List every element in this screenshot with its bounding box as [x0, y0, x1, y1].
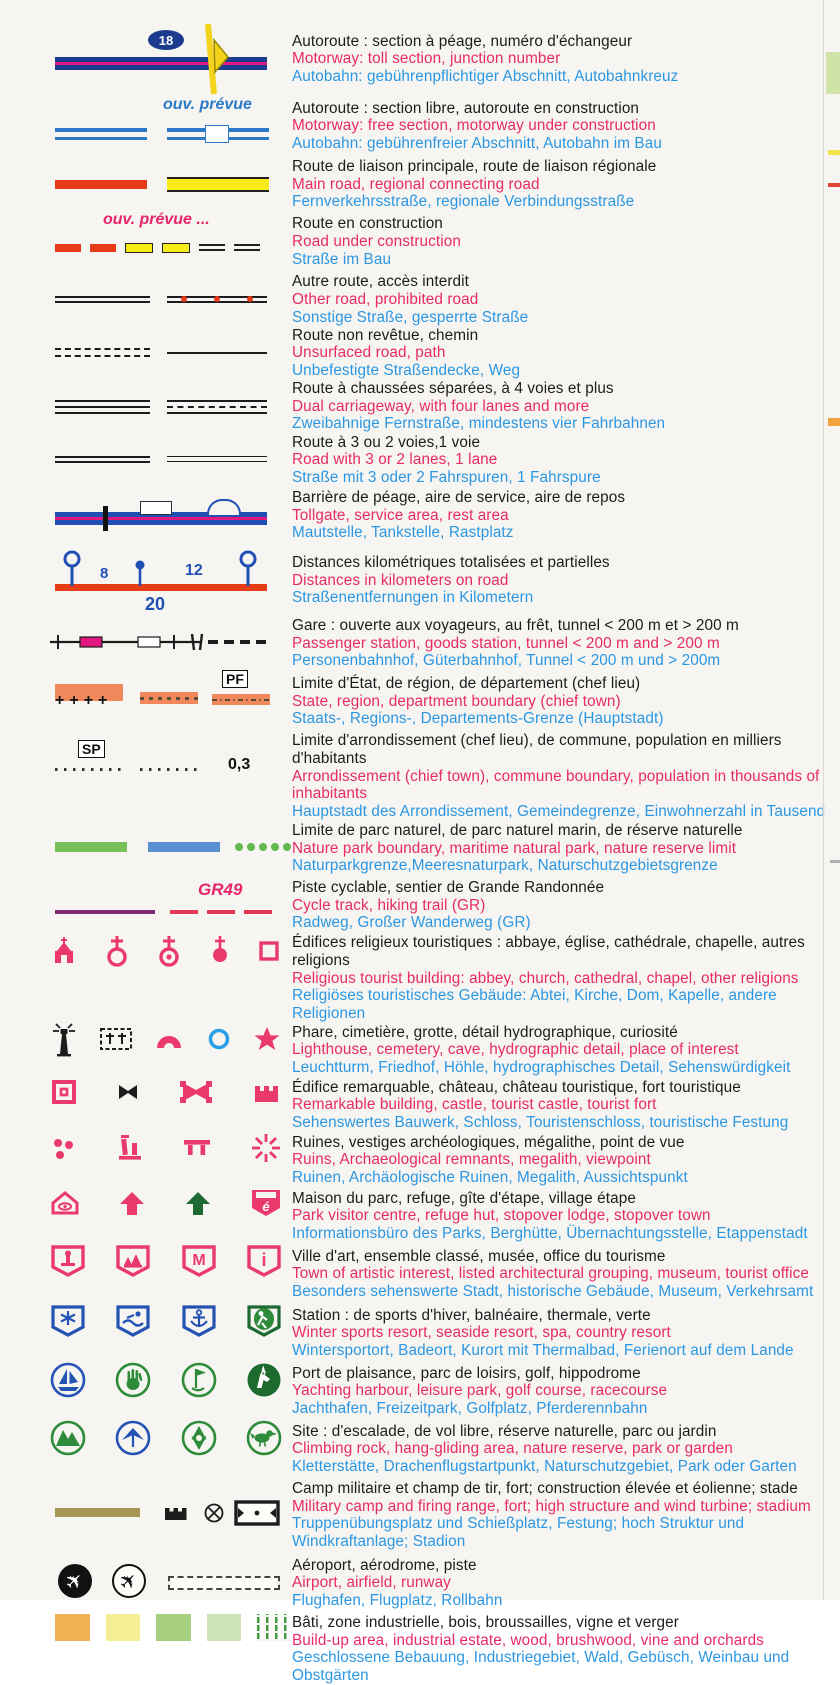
junction-arrow-icon — [192, 24, 232, 94]
label-fr: Aéroport, aérodrome, piste — [292, 1556, 477, 1574]
hang-gliding-icon — [115, 1420, 151, 1456]
main-road-symbol — [0, 158, 292, 211]
label-fr: Édifices religieux touristiques : abbaye, église, cathédrale, chapelle, autres religions — [292, 934, 805, 969]
commune-boundary-line — [140, 768, 198, 771]
cemetery-icon — [99, 1025, 133, 1053]
path-line — [167, 352, 267, 354]
label-de: Autobahn: gebührenfreier Abschnitt, Autobahn im Bau — [292, 134, 662, 152]
tollgate-bar-icon — [103, 506, 108, 531]
legend-row-lanes — [0, 434, 840, 487]
map-edge-green-patch — [826, 52, 840, 94]
legend-text — [292, 273, 840, 326]
label-de: Besonders sehenswerte Stadt, historische Gebäude, Museum, Verkehrsamt — [292, 1283, 814, 1301]
state-boundary-crosses: ++++ — [55, 692, 113, 710]
label-de: Wintersportort, Badeort, Kurort mit Thermalbad, Ferienort auf dem Lande — [292, 1342, 794, 1360]
legend-row-other-road — [0, 273, 840, 327]
tollgate-symbol — [0, 486, 292, 544]
label-en: Unsurfaced road, path — [292, 344, 446, 362]
label-fr: Limite de parc naturel, de parc naturel marin, de réserve naturelle — [292, 821, 743, 839]
label-en: Other road, prohibited road — [292, 290, 479, 308]
legend-row-tollgate — [0, 486, 840, 544]
legend-row-motorway-toll — [0, 24, 840, 94]
legend-text — [292, 100, 840, 153]
region-boundary-band — [140, 692, 198, 704]
other-road-line — [55, 296, 150, 303]
label-de: Unbefestigte Straßendecke, Weg — [292, 361, 521, 379]
label-en: Airport, airfield, runway — [292, 1574, 451, 1592]
label-de: Mautstelle, Tankstelle, Rastplatz — [292, 524, 514, 542]
legend-text — [292, 732, 840, 820]
stopover-lodge-icon — [184, 1190, 212, 1216]
label-en: Military camp and firing range, fort; high structure and wind turbine; stadium — [292, 1497, 811, 1515]
motorway-free-line — [55, 128, 147, 140]
distance-dot-marker-icon — [133, 560, 147, 586]
label-en: Main road, regional connecting road — [292, 175, 540, 193]
label-de: Straße mit 3 oder 2 Fahrspuren, 1 Fahrspure — [292, 468, 601, 486]
label-fr: Site : d'escalade, de vol libre, réserve naturelle, parc ou jardin — [292, 1422, 717, 1440]
label-de: Personenbahnhof, Güterbahnhof, Tunnel < 200 m und > 200m — [292, 652, 721, 670]
label-fr: Piste cyclable, sentier de Grande Randonnée — [292, 878, 605, 896]
legend-text — [292, 822, 840, 875]
racecourse-icon — [246, 1362, 282, 1398]
label-de: Ruinen, Archäologische Ruinen, Megalith, Aussichtspunkt — [292, 1169, 688, 1187]
map-edge-yellow-line — [828, 150, 840, 155]
label-en: Park visitor centre, refuge hut, stopover lodge, stopover town — [292, 1207, 711, 1225]
legend-row-cycle-gr — [0, 876, 840, 934]
country-resort-shield-icon — [246, 1304, 282, 1338]
legend-text — [292, 1248, 840, 1301]
plane-glyph: ✈ — [60, 1566, 90, 1596]
department-boundary-band — [212, 694, 270, 705]
label-de: Sonstige Straße, gesperrte Straße — [292, 308, 529, 326]
legend-row-refuges — [0, 1188, 840, 1244]
airport-icon — [58, 1564, 92, 1598]
legend-row-landuse — [0, 1614, 840, 1684]
museum-shield-icon — [181, 1244, 217, 1278]
road-construction-symbol — [0, 211, 292, 273]
legend-row-state-boundary — [0, 670, 840, 732]
ruins-row-symbols — [0, 1132, 292, 1188]
label-fr: Barrière de péage, aire de service, aire de repos — [292, 488, 626, 506]
stopover-town-icon — [250, 1188, 282, 1218]
partial-distance-label: 12 — [185, 562, 203, 580]
label-de: Autobahn: gebührenpflichtiger Abschnitt, Autobahnkreuz — [292, 67, 679, 85]
open-planned-dots-label: ouv. prévue ... — [103, 210, 210, 228]
label-de: Straßenentfernungen in Kilometern — [292, 589, 534, 607]
sub-prefecture-box: SP — [78, 740, 105, 758]
label-de: Religiöses touristisches Gebäude: Abtei, Kirche, Dom, Kapelle, andere Religionen — [292, 987, 777, 1022]
legend-row-commune-boundary — [0, 732, 840, 820]
legend-row-railway — [0, 616, 840, 670]
label-en: Remarkable building, castle, tourist castle, tourist fort — [292, 1096, 657, 1114]
label-de: Jachthafen, Freizeitpark, Golfplatz, Pferderennbahn — [292, 1400, 648, 1418]
other-road-symbol — [0, 273, 292, 327]
rest-area-icon — [207, 499, 241, 515]
label-de: Staats-, Regions-, Departements-Grenze (Hauptstadt) — [292, 710, 664, 728]
distance-marker-icon — [238, 550, 258, 586]
refuge-hut-icon — [118, 1190, 146, 1216]
tourist-castle-icon — [179, 1079, 213, 1105]
leisure-park-icon — [115, 1362, 151, 1398]
airfield-icon — [112, 1564, 146, 1598]
label-fr: Limite d'arrondissement (chef lieu), de commune, population en milliers d'habitants — [292, 732, 782, 767]
legend-text — [292, 327, 840, 380]
legend-text — [292, 158, 840, 211]
label-de: Fernverkehrsstraße, regionale Verbindungsstraße — [292, 193, 635, 211]
park-garden-bird-icon — [246, 1420, 282, 1456]
listed-grouping-shield-icon — [115, 1244, 151, 1278]
label-fr: Autoroute : section à péage, numéro d'échangeur — [292, 32, 633, 50]
seaside-resort-shield-icon — [115, 1304, 151, 1338]
label-fr: Édifice remarquable, château, château touristique, fort touristique — [292, 1078, 741, 1096]
commune-boundary-symbol — [0, 732, 292, 820]
label-de: Leuchtturm, Friedhof, Höhle, hydrographisches Detail, Sehenswürdigkeit — [292, 1059, 791, 1077]
legend-row-lighthouse — [0, 1022, 840, 1078]
arrondissement-boundary-line — [55, 768, 123, 771]
legend-row-religious — [0, 934, 840, 1022]
legend-text — [292, 617, 840, 670]
legend-row-ruins — [0, 1132, 840, 1188]
museum-letter: M — [191, 1252, 206, 1270]
label-en: Cycle track, hiking trail (GR) — [292, 896, 486, 914]
label-fr: Route à 3 ou 2 voies,1 voie — [292, 433, 481, 451]
label-en: Build-up area, industrial estate, wood, brushwood, vine and orchards — [292, 1631, 764, 1649]
military-row-symbols — [0, 1478, 292, 1552]
label-de: Zweibahnige Fernstraße, mindestens vier Fahrbahnen — [292, 415, 666, 433]
viewpoint-icon — [250, 1132, 282, 1164]
label-de: Informationsbüro des Parks, Berghütte, Übernachtungsstelle, Etappenstadt — [292, 1225, 808, 1243]
dual-carriageway-line — [55, 400, 150, 414]
cathedral-icon — [155, 934, 183, 968]
place-of-interest-star-icon — [252, 1025, 282, 1053]
dual-carriageway-symbol — [0, 380, 292, 434]
park-visitor-centre-icon — [50, 1190, 80, 1216]
legend-text — [292, 879, 840, 932]
four-lane-line — [167, 400, 267, 414]
state-boundary-symbol — [0, 670, 292, 732]
ruins-icon — [50, 1134, 78, 1162]
label-en: Climbing rock, hang-gliding area, nature reserve, park or garden — [292, 1440, 733, 1458]
cycle-track-line — [55, 910, 155, 914]
legend-row-main-road — [0, 158, 840, 211]
two-three-lane-line — [55, 456, 150, 463]
railway-symbol — [0, 616, 292, 670]
religious-symbols — [0, 934, 292, 1022]
label-de: Straße im Bau — [292, 250, 392, 268]
legend-row-resort-shields — [0, 1304, 840, 1362]
legend-text — [292, 1423, 840, 1476]
legend-row-airport — [0, 1552, 840, 1614]
built-up-area-swatch — [55, 1614, 90, 1641]
nature-reserve-icon — [181, 1420, 217, 1456]
legend-text — [292, 1480, 840, 1550]
label-en: Town of artistic interest, listed architectural grouping, museum, tourist office — [292, 1265, 809, 1283]
label-fr: Route de liaison principale, route de liaison régionale — [292, 158, 657, 175]
archaeological-remnants-icon — [116, 1134, 144, 1162]
label-fr: Station : de sports d'hiver, balnéaire, thermale, verte — [292, 1306, 651, 1324]
nature-park-symbol — [0, 820, 292, 876]
climbing-rock-icon — [50, 1420, 86, 1456]
lighthouse-row-symbols — [0, 1022, 292, 1078]
nature-park-band — [55, 842, 127, 852]
other-religion-icon — [256, 938, 282, 964]
service-area-icon — [140, 501, 172, 515]
leisure-circle-symbols — [0, 1362, 292, 1420]
legend-text — [292, 33, 840, 86]
legend-row-dual-carriageway — [0, 380, 840, 434]
landuse-symbols — [0, 1614, 292, 1684]
motorway-band — [55, 57, 267, 70]
legend-row-town-shields — [0, 1244, 840, 1304]
tourist-office-shield-icon — [246, 1244, 282, 1278]
legend-row-nature-park — [0, 820, 840, 876]
main-road-line — [55, 180, 147, 189]
runway-icon — [168, 1576, 280, 1590]
label-en: Tollgate, service area, rest area — [292, 506, 509, 524]
label-en: Passenger station, goods station, tunnel < 200 m and > 200 m — [292, 634, 720, 652]
label-fr: Limite d'État, de région, de département (chef lieu) — [292, 674, 641, 692]
legend-row-unsurfaced — [0, 327, 840, 380]
map-edge-grey-line — [830, 860, 840, 863]
legend-text — [292, 434, 840, 487]
map-edge-orange-line — [828, 418, 840, 426]
lighthouse-icon — [50, 1022, 78, 1056]
lane-road-symbol — [0, 434, 292, 487]
legend-text — [292, 1134, 840, 1187]
remarkable-building-icon — [50, 1078, 78, 1106]
label-en: Road with 3 or 2 lanes, 1 lane — [292, 451, 498, 469]
tourist-fort-icon — [252, 1080, 282, 1104]
chapel-icon — [208, 934, 232, 968]
label-fr: Gare : ouverte aux voyageurs, au frêt, tunnel < 200 m et > 200 m — [292, 616, 739, 634]
legend-text — [292, 554, 840, 607]
winter-sports-shield-icon — [50, 1304, 86, 1338]
wind-turbine-icon — [203, 1502, 225, 1524]
distances-symbol — [0, 544, 292, 616]
construction-gap — [205, 125, 229, 143]
gr-trail-label: GR49 — [198, 880, 243, 900]
distance-marker-icon — [62, 550, 82, 586]
legend-text — [292, 1190, 840, 1243]
town-shield-symbols — [0, 1244, 292, 1304]
plane-glyph: ✈ — [114, 1566, 144, 1596]
label-en: Nature park boundary, maritime natural park, nature reserve limit — [292, 839, 737, 857]
population-label: 0,3 — [228, 756, 251, 774]
label-fr: Ville d'art, ensemble classé, musée, office du tourisme — [292, 1247, 666, 1265]
legend-row-military — [0, 1478, 840, 1552]
customs-pf-box: PF — [222, 670, 248, 688]
abbey-icon — [50, 936, 78, 966]
legend-text — [292, 489, 840, 542]
label-en: Yachting harbour, leisure park, golf course, racecourse — [292, 1382, 668, 1400]
label-de: Kletterstätte, Drachenflugstartpunkt, Naturschutzgebiet, Park oder Garten — [292, 1458, 797, 1476]
legend-text — [292, 1614, 840, 1684]
label-fr: Camp militaire et champ de tir, fort; construction élevée et éolienne; stade — [292, 1480, 798, 1498]
label-en: Distances in kilometers on road — [292, 571, 509, 589]
castle-icon — [117, 1083, 139, 1101]
label-de: Geschlossene Bebauung, Industriegebiet, Wald, Gebüsch, Weinbau und Obstgärten — [292, 1649, 790, 1685]
label-fr: Bâti, zone industrielle, bois, broussailles, vigne et verger — [292, 1614, 679, 1632]
unsurfaced-road-symbol — [0, 327, 292, 380]
site-circle-symbols — [0, 1420, 292, 1478]
label-fr: Maison du parc, refuge, gîte d'étape, village étape — [292, 1189, 636, 1207]
legend-text — [292, 934, 840, 1022]
label-en: Motorway: toll section, junction number — [292, 50, 561, 68]
legend-text — [292, 1024, 840, 1077]
prohibited-road-line — [167, 296, 267, 303]
partial-distance-label: 8 — [100, 565, 109, 583]
total-distance-label: 20 — [145, 594, 166, 615]
map-edge-red-line — [828, 183, 840, 187]
motorway-toll-symbol — [0, 24, 292, 94]
resort-shield-symbols — [0, 1304, 292, 1362]
label-en: Winter sports resort, seaside resort, spa, country resort — [292, 1324, 671, 1342]
legend-row-leisure-circles — [0, 1362, 840, 1420]
refuge-row-symbols — [0, 1188, 292, 1244]
military-camp-band — [55, 1508, 140, 1517]
label-en: Religious tourist building: abbey, church, cathedral, chapel, other religions — [292, 969, 799, 987]
label-en: Road under construction — [292, 232, 461, 250]
stadium-icon — [234, 1500, 280, 1526]
adjacent-map-sliver — [823, 0, 840, 1600]
junction-number-badge — [148, 30, 184, 50]
label-fr: Route en construction — [292, 215, 443, 233]
one-lane-line — [167, 456, 267, 462]
legend-row-road-construction — [0, 211, 840, 273]
legend-text — [292, 1307, 840, 1360]
marine-park-band — [148, 842, 220, 852]
label-fr: Route à chaussées séparées, à 4 voies et plus — [292, 380, 614, 398]
label-de: Sehenswertes Bauwerk, Schloss, Touristenschloss, touristische Festung — [292, 1114, 789, 1132]
nature-reserve-dots — [235, 843, 291, 851]
label-en: Arrondissement (chief town), commune boundary, population in thousands of inhabitants — [292, 767, 820, 803]
gr-trail-dashes — [170, 910, 272, 914]
distance-road-line — [55, 584, 267, 591]
label-en: State, region, department boundary (chief town) — [292, 692, 621, 710]
hydrographic-detail-icon — [206, 1026, 232, 1052]
legend-row-distances — [0, 544, 840, 616]
label-de: Naturparkgrenze,Meeresnaturpark, Naturschutzgebietsgrenze — [292, 857, 718, 875]
junction-number-label: 18 — [158, 32, 174, 48]
vine-orchard-swatch — [257, 1614, 292, 1641]
label-de: Flughafen, Flugplatz, Rollbahn — [292, 1592, 503, 1610]
label-de: Hauptstadt des Arrondissement, Gemeindegrenze, Einwohnerzahl in Tausend — [292, 802, 826, 820]
legend-text — [292, 1557, 840, 1610]
etape-letter: é — [262, 1199, 270, 1215]
church-icon — [103, 934, 131, 968]
motorway-free-symbol — [0, 94, 292, 158]
railway-line-icon — [50, 630, 270, 654]
label-fr: Distances kilométriques totalisées et partielles — [292, 553, 610, 571]
legend-row-site-circles — [0, 1420, 840, 1478]
golf-course-icon — [181, 1362, 217, 1398]
label-fr: Port de plaisance, parc de loisirs, golf, hippodrome — [292, 1364, 641, 1382]
open-planned-label: ouv. prévue — [163, 96, 252, 113]
legend-text — [292, 380, 840, 433]
legend-text — [292, 1079, 840, 1132]
legend-text — [292, 675, 840, 728]
wood-swatch — [156, 1614, 191, 1641]
spa-shield-icon — [181, 1304, 217, 1338]
label-de: Truppenübungsplatz und Schießplatz, Festung; hoch Struktur und Windkraftanlage; Stadion — [292, 1515, 745, 1550]
fort-icon — [163, 1502, 189, 1522]
unsurfaced-line — [55, 348, 150, 357]
legend-row-castles — [0, 1078, 840, 1132]
label-en: Dual carriageway, with four lanes and more — [292, 397, 590, 415]
airport-row-symbols — [0, 1552, 292, 1614]
label-en: Ruins, Archaeological remnants, megalith, viewpoint — [292, 1151, 651, 1169]
regional-road-line — [167, 177, 269, 192]
cycle-gr-symbol — [0, 876, 292, 934]
legend-text — [292, 1365, 840, 1418]
megalith-icon — [182, 1136, 212, 1160]
construction-dashes — [55, 243, 260, 253]
label-fr: Autre route, accès interdit — [292, 273, 470, 291]
town-of-art-shield-icon — [50, 1244, 86, 1278]
label-en: Lighthouse, cemetery, cave, hydrographic detail, place of interest — [292, 1041, 739, 1059]
cave-icon — [153, 1026, 185, 1052]
label-fr: Autoroute : section libre, autoroute en construction — [292, 99, 640, 117]
brushwood-swatch — [207, 1614, 242, 1641]
label-fr: Route non revêtue, chemin — [292, 326, 479, 344]
industrial-estate-swatch — [106, 1614, 141, 1641]
legend-row-motorway-free — [0, 94, 840, 158]
info-letter: i — [261, 1250, 267, 1271]
label-fr: Ruines, vestiges archéologiques, mégalithe, point de vue — [292, 1133, 685, 1151]
label-fr: Phare, cimetière, grotte, détail hydrographique, curiosité — [292, 1023, 678, 1041]
yachting-harbour-icon — [50, 1362, 86, 1398]
castle-row-symbols — [0, 1078, 292, 1132]
label-en: Motorway: free section, motorway under construction — [292, 117, 656, 135]
legend-text — [292, 215, 840, 268]
label-de: Radweg, Großer Wanderweg (GR) — [292, 914, 531, 932]
